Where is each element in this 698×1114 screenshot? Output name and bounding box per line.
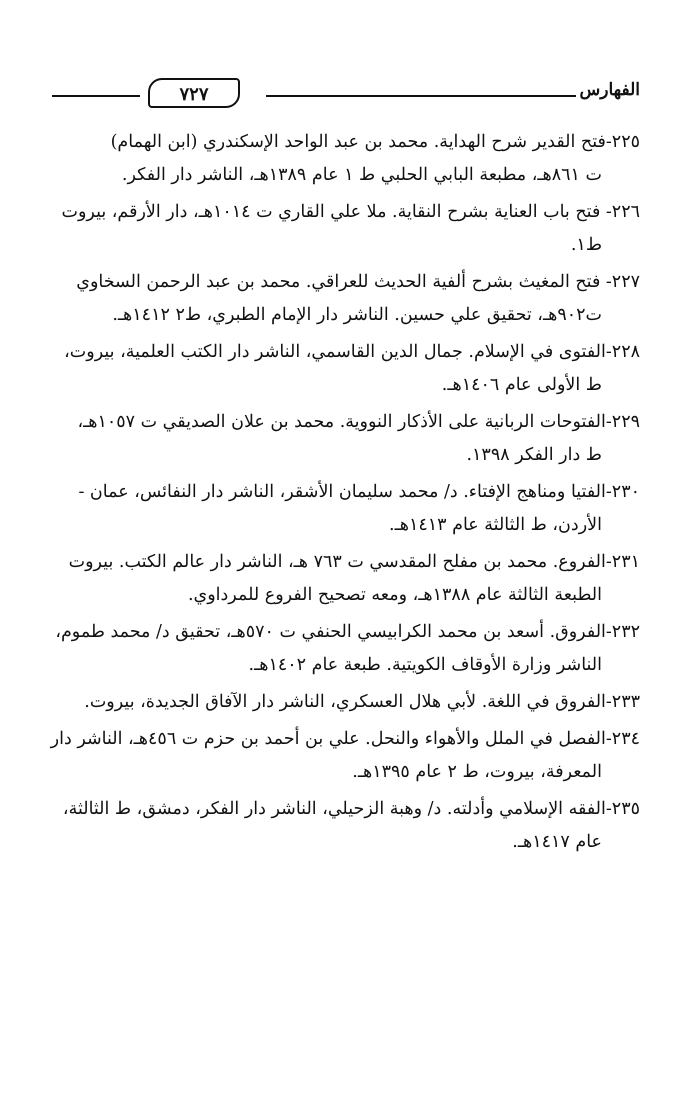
bibliography-entry-235 bbox=[30, 793, 640, 859]
running-title: الفهارس bbox=[579, 80, 640, 100]
bibliography-entry-228 bbox=[30, 336, 640, 402]
page-header bbox=[52, 78, 640, 114]
entry-line: عام ١٤١٧هـ. bbox=[512, 832, 602, 852]
entry-line: ط١. bbox=[570, 235, 602, 255]
bibliography-entry-233 bbox=[30, 686, 640, 719]
header-rule-left bbox=[52, 95, 140, 97]
entry-line: الطبعة الثالثة عام ١٣٨٨هـ، ومعه تصحيح الفروع للمرداوي. bbox=[187, 585, 602, 605]
entry-line: ٢٢٦- فتح باب العناية بشرح النقاية. ملا علي القاري ت ١٠١٤هـ، دار الأرقم، بيروت bbox=[61, 202, 640, 222]
header-rule-right bbox=[266, 95, 576, 97]
entry-line: ٢٢٨-الفتوى في الإسلام. جمال الدين القاسمي، الناشر دار الكتب العلمية، بيروت، bbox=[64, 342, 640, 362]
entry-line: ٢٢٥-فتح القدير شرح الهداية. محمد بن عبد الواحد الإسكندري (ابن الهمام) bbox=[110, 132, 640, 152]
entry-line: ٢٣٢-الفروق. أسعد بن محمد الكرابيسي الحنفي ت ٥٧٠هـ، تحقيق د/ محمد طموم، bbox=[55, 622, 640, 642]
bibliography-entry-230 bbox=[30, 476, 640, 542]
entry-line: ت٩٠٢هـ، تحقيق علي حسين. الناشر دار الإمام الطبري، ط٢ ١٤١٢هـ. bbox=[112, 305, 602, 325]
entry-line: ٢٣٥-الفقه الإسلامي وأدلته. د/ وهبة الزحيلي، الناشر دار الفكر، دمشق، ط الثالثة، bbox=[62, 799, 640, 819]
entry-line: المعرفة، بيروت، ط ٢ عام ١٣٩٥هـ. bbox=[352, 762, 602, 782]
entry-line: ٢٣٣-الفروق في اللغة. لأبي هلال العسكري، الناشر دار الآفاق الجديدة، بيروت. bbox=[84, 692, 640, 712]
entry-line: ط الأولى عام ١٤٠٦هـ. bbox=[441, 375, 602, 395]
entry-line: الأردن، ط الثالثة عام ١٤١٣هـ. bbox=[389, 515, 602, 535]
bibliography-entry-232 bbox=[30, 616, 640, 682]
bibliography-entry-234 bbox=[30, 723, 640, 789]
page-number-frame bbox=[148, 78, 240, 108]
bibliography-list bbox=[30, 126, 640, 859]
entry-line: ٢٢٧- فتح المغيث بشرح ألفية الحديث للعراقي. محمد بن عبد الرحمن السخاوي bbox=[76, 272, 640, 292]
entry-line: ٢٣١-الفروع. محمد بن مفلح المقدسي ت ٧٦٣ هـ، الناشر دار عالم الكتب. بيروت bbox=[68, 552, 640, 572]
entry-line: ت ٨٦١هـ، مطبعة البابي الحلبي ط ١ عام ١٣٨٩هـ، الناشر دار الفكر. bbox=[121, 165, 602, 185]
bibliography-entry-231 bbox=[30, 546, 640, 612]
bibliography-entry-229 bbox=[30, 406, 640, 472]
bibliography-entry-227 bbox=[30, 266, 640, 332]
entry-line: ٢٣٤-الفصل في الملل والأهواء والنحل. علي بن أحمد بن حزم ت ٤٥٦هـ، الناشر دار bbox=[50, 729, 640, 749]
bibliography-entry-225 bbox=[30, 126, 640, 192]
entry-line: الناشر وزارة الأوقاف الكويتية. طبعة عام ١٤٠٢هـ. bbox=[248, 655, 602, 675]
entry-line: ٢٣٠-الفتيا ومناهج الإفتاء. د/ محمد سليمان الأشقر، الناشر دار النفائس، عمان - bbox=[78, 482, 640, 502]
entry-line: ٢٢٩-الفتوحات الربانية على الأذكار النووية. محمد بن علان الصديقي ت ١٠٥٧هـ، bbox=[77, 412, 640, 432]
page-number: ٧٢٧ bbox=[179, 84, 209, 105]
entry-line: ط دار الفكر ١٣٩٨. bbox=[466, 445, 602, 465]
bibliography-entry-226 bbox=[30, 196, 640, 262]
